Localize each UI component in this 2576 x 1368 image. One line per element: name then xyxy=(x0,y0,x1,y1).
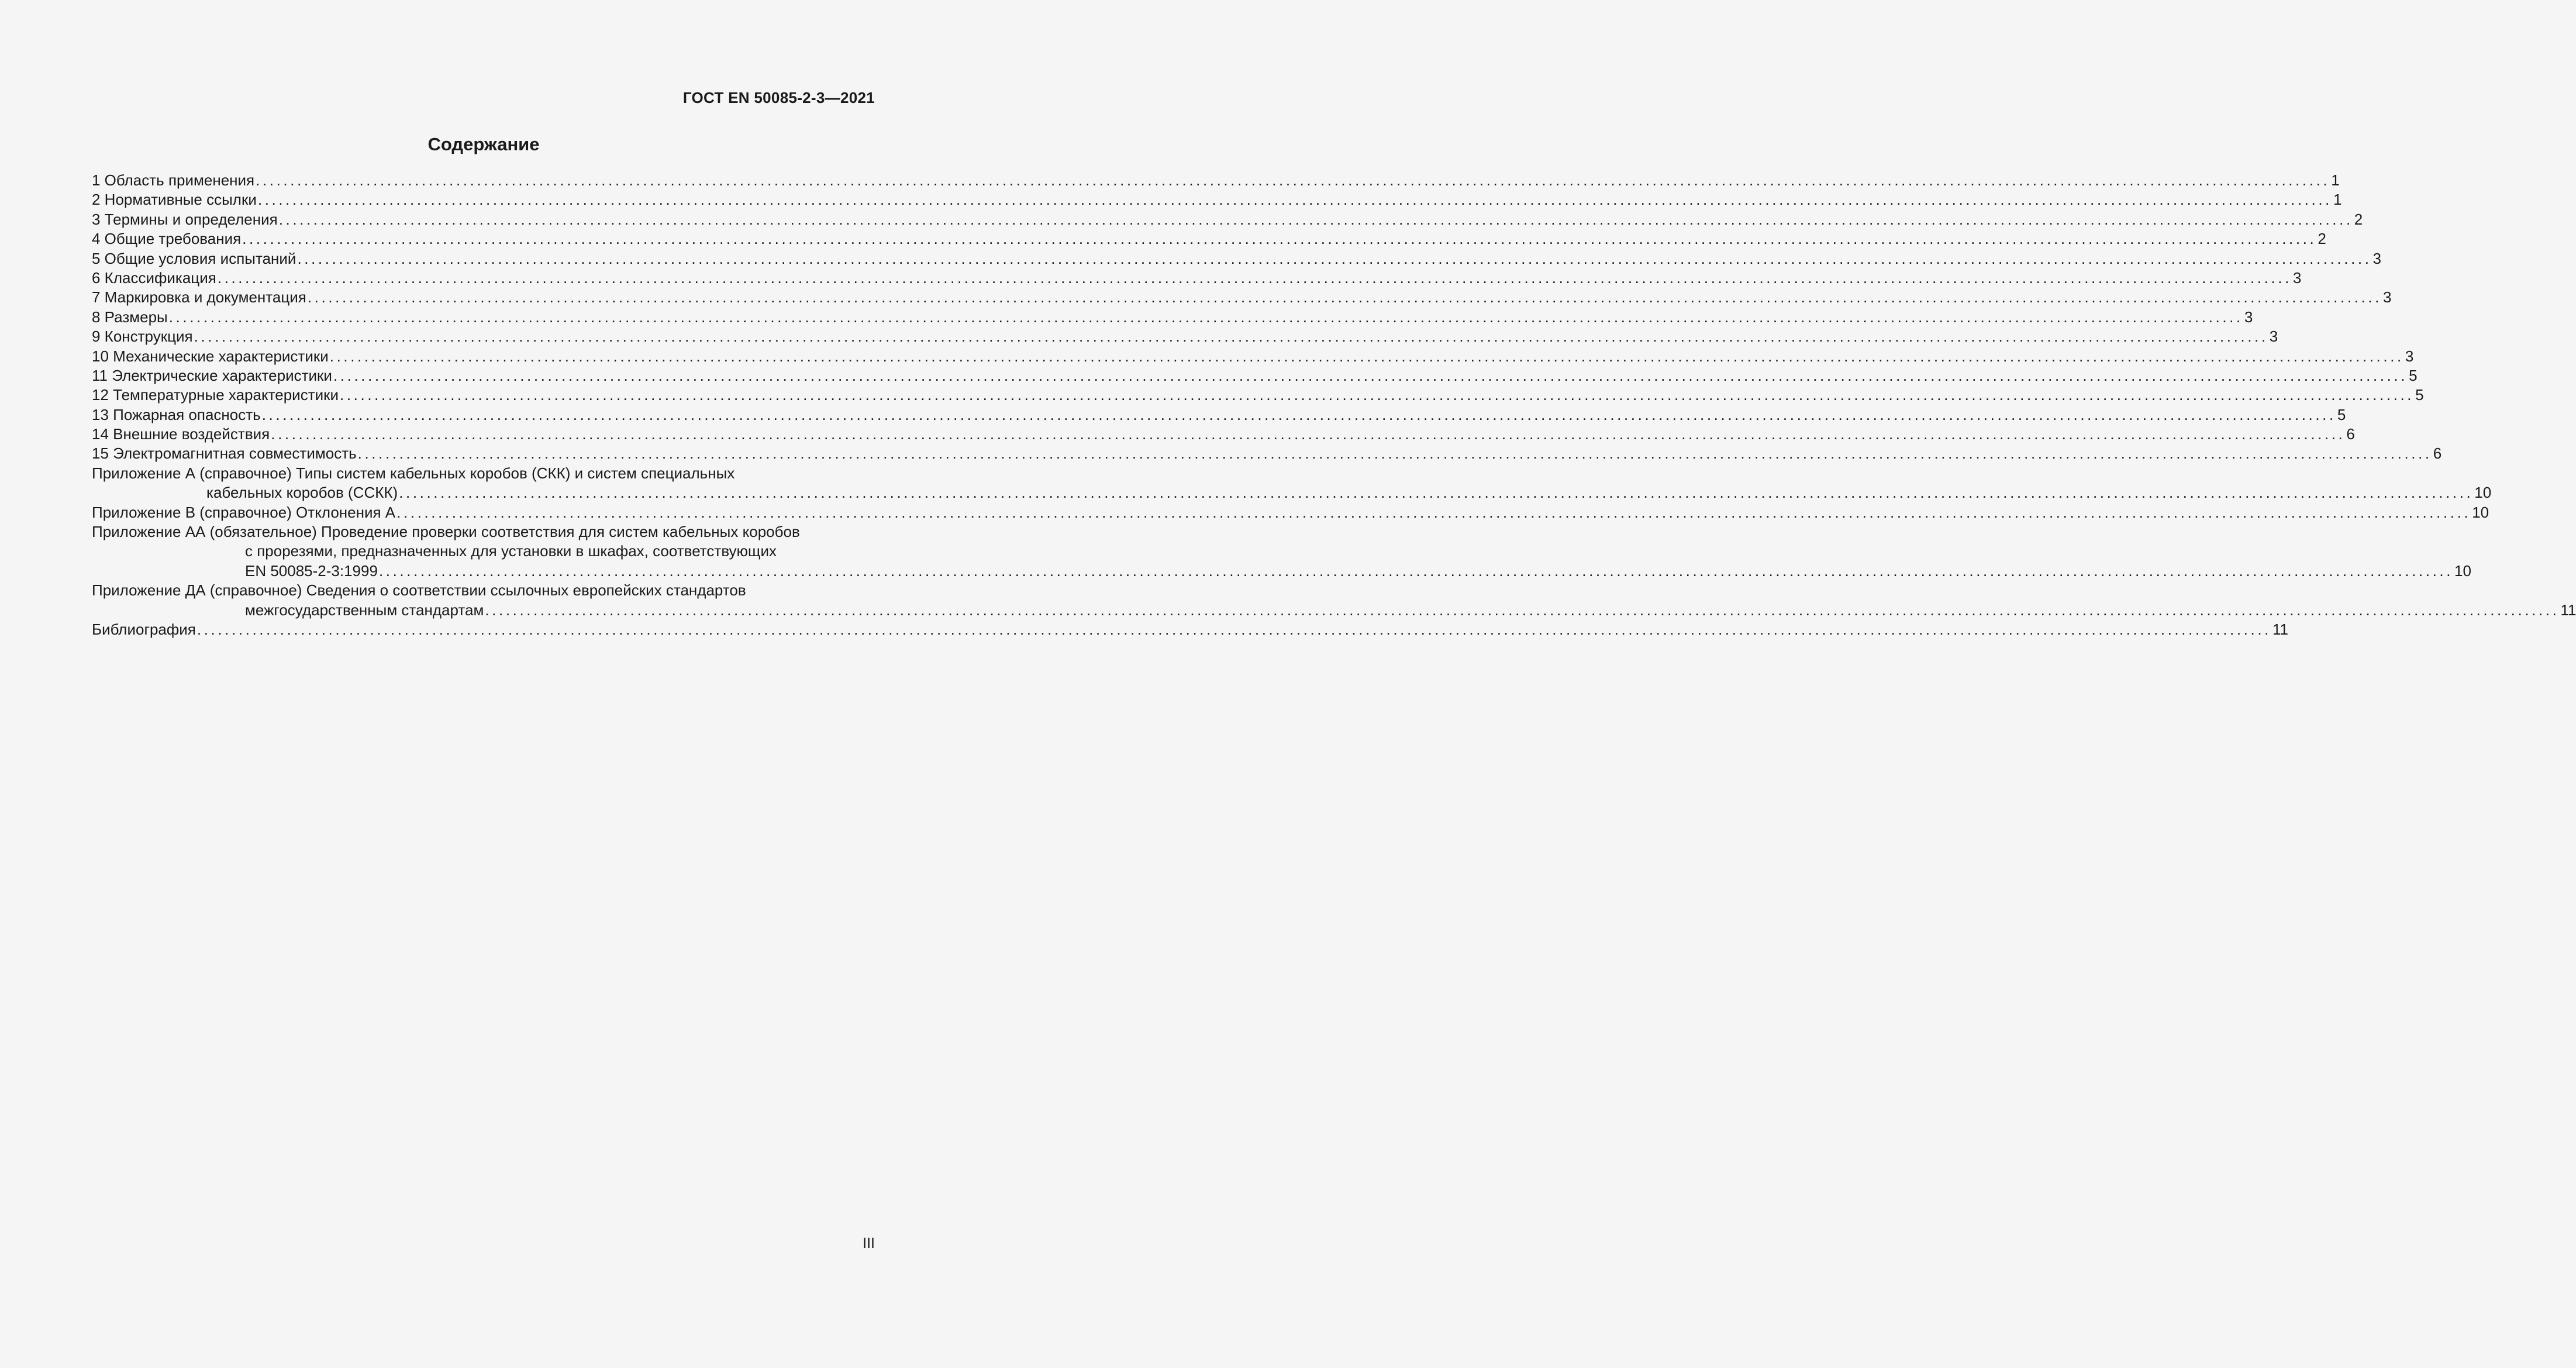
document-code: ГОСТ EN 50085-2-3—2021 xyxy=(682,89,875,106)
toc-entry-12[interactable] xyxy=(92,385,2424,405)
toc-entry-13[interactable] xyxy=(92,405,2346,425)
toc-entry-page: 3 xyxy=(2292,268,2302,287)
toc-entry-page: 5 xyxy=(2415,386,2424,404)
leader-dots: ............................................................................................................................................................................................................................................................................................................ xyxy=(271,425,2346,443)
toc-annex-page: 10 xyxy=(2454,561,2471,580)
toc-annex-label-cont: кабельных коробов (ССКК) xyxy=(206,484,398,502)
leader-dots: ............................................................................................................................................................................................................................................................................................................ xyxy=(256,171,2330,189)
leader-dots: ............................................................................................................................................................................................................................................................................................................ xyxy=(307,288,2382,306)
toc-entry-label: 8 Размеры xyxy=(92,308,168,326)
toc-annex-page: 10 xyxy=(2474,484,2492,502)
toc-annex-da[interactable] xyxy=(92,581,2576,620)
toc-annex-label: Приложение АА (обязательное) Проведение проверки соответствия для систем кабельных коробов xyxy=(92,523,800,541)
toc-annex-label-cont: с прорезями, предназначенных для установки в шкафах, соответствующих xyxy=(245,542,777,560)
toc-bibliography-label: Библиография xyxy=(92,620,196,638)
toc-entry-label: 10 Механические характеристики xyxy=(92,347,329,365)
toc-entry-14[interactable] xyxy=(92,425,2355,444)
toc-entry-label: 4 Общие требования xyxy=(92,230,242,248)
toc-entry-15[interactable] xyxy=(92,444,2442,463)
toc-entry-label: 15 Электромагнитная совместимость xyxy=(92,444,357,463)
toc-entry-label: 1 Область применения xyxy=(92,171,255,189)
toc-annex-a[interactable] xyxy=(92,464,2492,503)
toc-bibliography[interactable] xyxy=(92,620,2288,639)
toc-entry-label: 9 Конструкция xyxy=(92,328,193,346)
toc-bibliography-page: 11 xyxy=(2272,620,2288,638)
toc-annex-label: Приложение В (справочное) Отклонения А xyxy=(92,503,396,521)
page-number: III xyxy=(863,1235,875,1252)
toc-annex-label: Приложение А (справочное) Типы систем кабельных коробов (СКК) и систем специальных xyxy=(92,464,735,482)
toc-annex-page: 11 xyxy=(2560,601,2576,619)
leader-dots: ............................................................................................................................................................................................................................................................................................................ xyxy=(217,268,2292,287)
toc-entry-page: 2 xyxy=(2318,230,2326,248)
leader-dots: ............................................................................................................................................................................................................................................................................................................ xyxy=(396,503,2471,521)
toc-entry-label: 3 Термины и определения xyxy=(92,210,278,228)
leader-dots: ............................................................................................................................................................................................................................................................................................................ xyxy=(340,386,2415,404)
toc-entry-label: 6 Классификация xyxy=(92,268,216,287)
toc-entry-label: 7 Маркировка и документация xyxy=(92,288,306,306)
toc-entry-6[interactable] xyxy=(92,268,2302,288)
leader-dots: ............................................................................................................................................................................................................................................................................................................ xyxy=(399,484,2474,502)
leader-dots: ............................................................................................................................................................................................................................................................................................................ xyxy=(297,249,2372,267)
toc-entry-7[interactable] xyxy=(92,288,2392,307)
leader-dots: ............................................................................................................................................................................................................................................................................................................ xyxy=(242,230,2317,248)
toc-entry-page: 3 xyxy=(2244,308,2253,326)
leader-dots: ............................................................................................................................................................................................................................................................................................................ xyxy=(378,561,2454,580)
toc-entry-page: 3 xyxy=(2269,328,2278,346)
toc-entry-page: 3 xyxy=(2372,249,2382,267)
leader-dots: ............................................................................................................................................................................................................................................................................................................ xyxy=(357,444,2432,463)
toc-entry-5[interactable] xyxy=(92,249,2382,268)
toc-entry-3[interactable] xyxy=(92,210,2363,229)
toc-annex-b[interactable] xyxy=(92,503,2489,522)
toc-annex-aa[interactable] xyxy=(92,522,2471,581)
toc-entry-label: 13 Пожарная опасность xyxy=(92,405,261,423)
leader-dots: ............................................................................................................................................................................................................................................................................................................ xyxy=(278,210,2353,228)
leader-dots: ............................................................................................................................................................................................................................................................................................................ xyxy=(194,328,2268,346)
toc-entry-page: 6 xyxy=(2433,444,2442,463)
toc-entry-10[interactable] xyxy=(92,347,2414,366)
toc-title: Содержание xyxy=(427,134,540,154)
toc-entry-label: 14 Внешние воздействия xyxy=(92,425,270,443)
leader-dots: ............................................................................................................................................................................................................................................................................................................ xyxy=(329,347,2404,365)
leader-dots: ............................................................................................................................................................................................................................................................................................................ xyxy=(196,620,2271,638)
toc-entry-page: 2 xyxy=(2354,210,2363,228)
toc-entry-4[interactable] xyxy=(92,229,2326,249)
toc-entry-page: 1 xyxy=(2331,171,2340,189)
toc-entry-page: 5 xyxy=(2409,366,2418,384)
toc-entry-page: 5 xyxy=(2337,405,2346,423)
toc-entry-label: 2 Нормативные ссылки xyxy=(92,191,257,209)
toc-annex-label-cont: межгосударственным стандартам xyxy=(245,601,484,619)
toc-entry-1[interactable] xyxy=(92,171,2340,190)
leader-dots: ............................................................................................................................................................................................................................................................................................................ xyxy=(333,366,2408,384)
toc-entry-label: 12 Температурные характеристики xyxy=(92,386,339,404)
toc-entry-9[interactable] xyxy=(92,327,2278,346)
toc-entry-8[interactable] xyxy=(92,308,2253,327)
leader-dots: ............................................................................................................................................................................................................................................................................................................ xyxy=(168,308,2243,326)
toc-entry-page: 6 xyxy=(2346,425,2355,443)
toc-entry-11[interactable] xyxy=(92,366,2418,385)
table-of-contents xyxy=(92,171,2576,639)
toc-annex-label-cont: EN 50085-2-3:1999 xyxy=(245,561,378,580)
toc-entry-page: 1 xyxy=(2333,191,2342,209)
toc-entry-page: 3 xyxy=(2382,288,2392,306)
toc-entry-label: 5 Общие условия испытаний xyxy=(92,249,296,267)
leader-dots: ............................................................................................................................................................................................................................................................................................................ xyxy=(257,191,2332,209)
leader-dots: ............................................................................................................................................................................................................................................................................................................ xyxy=(485,601,2560,619)
toc-entry-2[interactable] xyxy=(92,190,2342,209)
toc-annex-label: Приложение ДА (справочное) Сведения о соответствии ссылочных европейских стандартов xyxy=(92,581,746,599)
toc-entry-label: 11 Электрические характеристики xyxy=(92,366,332,384)
toc-annex-page: 10 xyxy=(2472,503,2489,521)
toc-entry-page: 3 xyxy=(2405,347,2414,365)
leader-dots: ............................................................................................................................................................................................................................................................................................................ xyxy=(261,405,2336,423)
